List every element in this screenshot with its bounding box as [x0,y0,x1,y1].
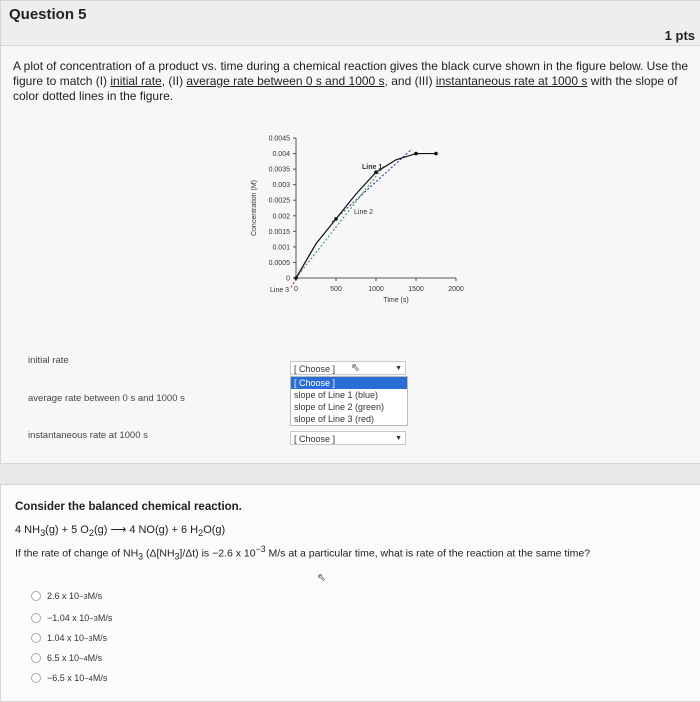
answer-option[interactable] [31,633,107,643]
line-label: Line 2 [354,209,374,217]
radio-button[interactable] [31,633,41,643]
y-tick-label: 0.0025 [268,197,290,205]
x-axis-label: Time (s) [383,297,409,304]
equation-text: (g) + 5 O [45,524,89,536]
option-coef: −1.04 x 10 [47,613,90,623]
prompt-text: with the slope of color dotted lines in the figure. [13,74,678,103]
option-exponent: −3 [84,633,93,643]
data-point [414,152,418,156]
reaction-arrow: ⟶ [107,524,130,536]
option-coef: −6.5 x 10 [47,673,85,683]
x-tick-label: 2000 [448,286,464,293]
question-text [15,544,590,562]
option-coef: 6.5 x 10 [47,653,80,663]
question-subscript: 3 [174,551,180,562]
select-option[interactable]: slope of Line 2 (green) [294,402,385,412]
question-header [1,1,700,46]
equation-subscript: 3 [40,528,46,539]
y-tick-label: 0.001 [272,244,290,252]
option-coef: 1.04 x 10 [47,633,85,643]
question-segment: (Δ[NH [143,547,175,560]
line-label: Line 1 [362,164,383,172]
y-tick-label: 0 [286,275,290,283]
radio-button[interactable] [31,613,41,623]
answer-option[interactable] [31,613,112,623]
option-exponent: −4 [84,673,93,683]
prompt-text: , (II) [161,74,187,88]
line-label: Line 3 [270,287,290,294]
option-exponent: −3 [79,591,88,601]
y-axis-label: Concentration (M) [251,179,258,237]
question-prompt [13,59,693,104]
equation-text: O(g) [203,524,226,536]
prompt-underline: average rate between 0 s and 1000 s [186,74,385,88]
y-tick-label: 0.0015 [268,228,290,236]
select-options-list [290,376,408,426]
question-segment: If the rate of change of NH [15,547,139,560]
option-coef: 2.6 x 10 [47,591,80,601]
x-tick-label: 1500 [408,286,424,293]
answer-option[interactable] [31,653,102,663]
match-label-initial-rate: initial rate [28,355,69,366]
question-subscript: 3 [138,551,144,562]
question-segment: M/s at a particular time, what is rate of the reaction at the same time? [265,547,591,560]
data-point [434,152,438,156]
mouse-cursor-icon: ⇖ [317,572,327,584]
radio-button[interactable] [31,673,41,683]
x-tick-label: 1000 [368,286,384,293]
x-tick-label: 500 [330,286,342,293]
option-exponent: −3 [89,613,98,623]
select-value: [ Choose ] [294,364,336,374]
y-tick-label: 0.0045 [268,135,290,143]
mouse-cursor-icon: ⇖ [351,362,361,374]
answer-option[interactable] [31,591,102,601]
equation-text: 4 NO(g) + 6 H [129,524,199,536]
equation-subscript: 2 [198,528,204,539]
chevron-down-icon: ▼ [395,435,402,442]
select-option[interactable]: [ Choose ] [291,377,407,389]
equation-text: (g) [93,524,108,536]
question-6-card [0,484,700,702]
option-unit: M/s [97,613,113,623]
y-tick-label: 0.0005 [268,259,290,267]
match-label-average-rate: average rate between 0 s and 1000 s [28,393,185,404]
option-unit: M/s [87,591,103,601]
option-unit: M/s [92,673,108,683]
equation-subscript: 2 [88,528,94,539]
prompt-text: A plot of concentration of a product vs. time during a chemical reaction gives the black curve shown in the figure below. Use the figure to match (I) [13,59,689,88]
prompt-underline: instantaneous rate at 1000 s [435,74,588,88]
y-tick-label: 0.0035 [268,166,290,174]
question-points: 1 pts [664,28,695,43]
select-option[interactable]: slope of Line 1 (blue) [294,390,379,400]
match-label-instantaneous-rate: instantaneous rate at 1000 s [28,430,148,441]
answer-option[interactable] [31,673,107,683]
prompt-underline: initial rate [110,74,162,88]
balanced-equation [15,523,225,538]
equation-text: 4 NH [15,524,41,536]
option-exponent: −4 [79,653,88,663]
select-instantaneous-rate[interactable] [290,431,406,445]
y-tick-label: 0.004 [272,151,290,159]
x-tick-label: 0 [294,286,298,293]
question-intro: Consider the balanced chemical reaction. [15,501,242,513]
question-title: Question 5 [9,6,87,23]
dotted-line [296,166,384,278]
question-superscript: −3 [255,544,266,554]
question-segment: ]/Δt) is −2.6 x 10 [179,547,256,560]
chevron-down-icon: ▼ [395,365,402,372]
y-tick-label: 0.003 [272,182,290,190]
option-unit: M/s [92,633,108,643]
y-tick-label: 0.002 [272,213,290,221]
select-option[interactable]: slope of Line 3 (red) [294,414,375,424]
radio-button[interactable] [31,591,41,601]
radio-button[interactable] [31,653,41,663]
concentration-chart [246,126,471,316]
select-value: [ Choose ] [294,434,336,444]
prompt-text: , and (III) [384,74,436,88]
data-point [294,276,298,280]
select-initial-rate[interactable] [290,361,406,375]
option-unit: M/s [87,653,103,663]
data-point [334,217,338,221]
